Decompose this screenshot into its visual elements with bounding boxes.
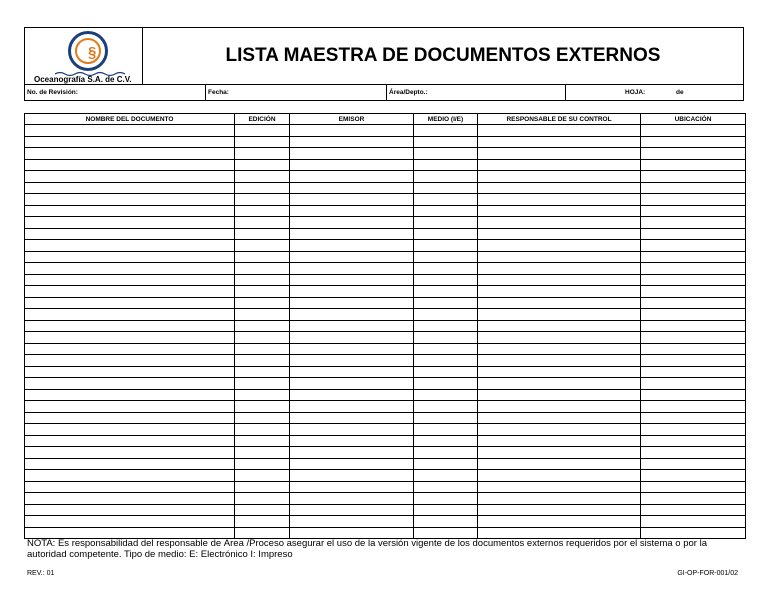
table-cell[interactable] — [290, 148, 414, 160]
table-row — [25, 263, 746, 275]
table-row — [25, 412, 746, 424]
table-cell[interactable] — [25, 309, 235, 321]
table-cell[interactable] — [641, 447, 746, 459]
table-cell[interactable] — [290, 274, 414, 286]
table-cell[interactable] — [414, 343, 478, 355]
form-header — [24, 27, 744, 101]
table-cell[interactable] — [414, 171, 478, 183]
table-cell[interactable] — [235, 504, 290, 516]
table-cell[interactable] — [235, 447, 290, 459]
table-cell[interactable] — [641, 389, 746, 401]
table-row — [25, 504, 746, 516]
table-cell[interactable] — [478, 355, 641, 367]
table-cell[interactable] — [414, 332, 478, 344]
info-row — [24, 84, 744, 101]
table-body — [25, 125, 746, 539]
table-cell[interactable] — [25, 217, 235, 229]
table-cell[interactable] — [478, 424, 641, 436]
table-cell[interactable] — [414, 366, 478, 378]
table-cell[interactable] — [641, 171, 746, 183]
table-cell[interactable] — [25, 470, 235, 482]
table-row — [25, 355, 746, 367]
table-row — [25, 447, 746, 459]
table-cell[interactable] — [290, 343, 414, 355]
table-cell[interactable] — [478, 286, 641, 298]
table-cell[interactable] — [290, 355, 414, 367]
table-cell[interactable] — [414, 159, 478, 171]
table-cell[interactable] — [290, 401, 414, 413]
table-cell[interactable] — [25, 493, 235, 505]
table-cell[interactable] — [478, 251, 641, 263]
table-row — [25, 125, 746, 137]
table-cell[interactable] — [290, 458, 414, 470]
table-cell[interactable] — [414, 125, 478, 137]
table-cell[interactable] — [25, 389, 235, 401]
table-cell[interactable] — [641, 217, 746, 229]
table-row — [25, 516, 746, 528]
table-cell[interactable] — [478, 228, 641, 240]
table-cell[interactable] — [235, 286, 290, 298]
table-cell[interactable] — [25, 263, 235, 275]
col-responsable: RESPONSABLE DE SU CONTROL — [478, 114, 641, 125]
area-label: Área/Depto.: — [389, 89, 428, 96]
table-cell[interactable] — [478, 481, 641, 493]
table-cell[interactable] — [235, 148, 290, 160]
fecha-field[interactable] — [205, 85, 386, 100]
table-cell[interactable] — [235, 355, 290, 367]
table-cell[interactable] — [641, 527, 746, 539]
table-row — [25, 424, 746, 436]
table-cell[interactable] — [641, 148, 746, 160]
table-cell[interactable] — [641, 228, 746, 240]
table-cell[interactable] — [290, 481, 414, 493]
table-cell[interactable] — [290, 389, 414, 401]
table-cell[interactable] — [235, 309, 290, 321]
table-row — [25, 217, 746, 229]
table-row — [25, 527, 746, 539]
table-cell[interactable] — [235, 159, 290, 171]
table-cell[interactable] — [478, 194, 641, 206]
col-ubicacion: UBICACIÓN — [641, 114, 746, 125]
table-row — [25, 320, 746, 332]
table-cell[interactable] — [25, 504, 235, 516]
table-cell[interactable] — [641, 366, 746, 378]
table-cell[interactable] — [414, 240, 478, 252]
table-cell[interactable] — [641, 412, 746, 424]
table-cell[interactable] — [25, 194, 235, 206]
table-cell[interactable] — [478, 297, 641, 309]
table-row — [25, 470, 746, 482]
table-cell[interactable] — [478, 332, 641, 344]
hoja-label: HOJA: — [625, 89, 646, 96]
table-cell[interactable] — [478, 378, 641, 390]
table-row — [25, 343, 746, 355]
table-cell[interactable] — [478, 504, 641, 516]
table-cell[interactable] — [290, 516, 414, 528]
table-cell[interactable] — [414, 504, 478, 516]
table-row — [25, 159, 746, 171]
table-cell[interactable] — [290, 332, 414, 344]
table-cell[interactable] — [25, 182, 235, 194]
table-cell[interactable] — [290, 504, 414, 516]
table-cell[interactable] — [478, 125, 641, 137]
table-cell[interactable] — [414, 251, 478, 263]
table-cell[interactable] — [235, 171, 290, 183]
title-row — [24, 27, 744, 85]
revision-label: No. de Revisión: — [27, 89, 78, 96]
table-cell[interactable] — [414, 470, 478, 482]
table-cell[interactable] — [235, 125, 290, 137]
table-cell[interactable] — [641, 343, 746, 355]
table-cell[interactable] — [641, 424, 746, 436]
col-nombre: NOMBRE DEL DOCUMENTO — [25, 114, 235, 125]
table-row — [25, 389, 746, 401]
table-cell[interactable] — [641, 136, 746, 148]
table-cell[interactable] — [478, 343, 641, 355]
table-cell[interactable] — [478, 458, 641, 470]
table-cell[interactable] — [235, 435, 290, 447]
table-cell[interactable] — [25, 297, 235, 309]
table-cell[interactable] — [478, 516, 641, 528]
table-cell[interactable] — [25, 458, 235, 470]
fecha-label: Fecha: — [208, 89, 229, 96]
table-cell[interactable] — [478, 148, 641, 160]
table-cell[interactable] — [641, 470, 746, 482]
table-row — [25, 435, 746, 447]
table-cell[interactable] — [641, 401, 746, 413]
table-cell[interactable] — [478, 389, 641, 401]
table-cell[interactable] — [25, 159, 235, 171]
table-row — [25, 182, 746, 194]
table-cell[interactable] — [641, 378, 746, 390]
table-row — [25, 401, 746, 413]
table-cell[interactable] — [25, 412, 235, 424]
table-cell[interactable] — [235, 240, 290, 252]
table-cell[interactable] — [414, 148, 478, 160]
table-cell[interactable] — [414, 286, 478, 298]
table-cell[interactable] — [641, 481, 746, 493]
table-cell[interactable] — [478, 263, 641, 275]
table-cell[interactable] — [290, 366, 414, 378]
table-cell[interactable] — [414, 228, 478, 240]
table-cell[interactable] — [641, 263, 746, 275]
table-cell[interactable] — [290, 159, 414, 171]
table-row — [25, 228, 746, 240]
table-row — [25, 136, 746, 148]
table-cell[interactable] — [414, 424, 478, 436]
table-cell[interactable] — [478, 447, 641, 459]
table-cell[interactable] — [235, 194, 290, 206]
table-cell[interactable] — [414, 447, 478, 459]
table-cell[interactable] — [641, 435, 746, 447]
table-cell[interactable] — [235, 493, 290, 505]
table-cell[interactable] — [25, 251, 235, 263]
table-cell[interactable] — [414, 378, 478, 390]
de-label: de — [676, 89, 684, 96]
table-cell[interactable] — [25, 205, 235, 217]
table-cell[interactable] — [641, 309, 746, 321]
company-logo — [68, 31, 108, 71]
table-row — [25, 481, 746, 493]
table-cell[interactable] — [414, 136, 478, 148]
table-row — [25, 251, 746, 263]
table-cell[interactable] — [414, 182, 478, 194]
revision-field[interactable] — [25, 85, 205, 100]
table-cell[interactable] — [641, 286, 746, 298]
table-cell[interactable] — [235, 389, 290, 401]
table-cell[interactable] — [414, 527, 478, 539]
table-cell[interactable] — [235, 366, 290, 378]
area-field[interactable] — [386, 85, 565, 100]
table-cell[interactable] — [414, 297, 478, 309]
table-row — [25, 493, 746, 505]
table-cell[interactable] — [25, 240, 235, 252]
table-row — [25, 205, 746, 217]
hoja-field[interactable] — [565, 85, 743, 100]
table-cell[interactable] — [641, 205, 746, 217]
table-cell[interactable] — [25, 378, 235, 390]
table-row — [25, 148, 746, 160]
table-cell[interactable] — [235, 378, 290, 390]
table-cell[interactable] — [414, 274, 478, 286]
table-row — [25, 194, 746, 206]
table-cell[interactable] — [641, 159, 746, 171]
table-cell[interactable] — [414, 435, 478, 447]
table-cell[interactable] — [25, 343, 235, 355]
table-cell[interactable] — [414, 263, 478, 275]
table-cell[interactable] — [235, 274, 290, 286]
document-code: GI-OP-FOR-001/02 — [677, 570, 738, 577]
table-cell[interactable] — [25, 332, 235, 344]
table-cell[interactable] — [25, 125, 235, 137]
table-cell[interactable] — [235, 332, 290, 344]
table-cell[interactable] — [25, 527, 235, 539]
table-cell[interactable] — [235, 401, 290, 413]
table-row — [25, 274, 746, 286]
table-cell[interactable] — [478, 401, 641, 413]
table-cell[interactable] — [235, 412, 290, 424]
table-cell[interactable] — [478, 527, 641, 539]
table-cell[interactable] — [235, 481, 290, 493]
table-cell[interactable] — [478, 205, 641, 217]
table-cell[interactable] — [25, 355, 235, 367]
table-cell[interactable] — [641, 182, 746, 194]
table-row — [25, 366, 746, 378]
table-cell[interactable] — [25, 435, 235, 447]
page-title: LISTA MAESTRA DE DOCUMENTOS EXTERNOS — [225, 45, 661, 66]
table-cell[interactable] — [414, 355, 478, 367]
table-cell[interactable] — [235, 527, 290, 539]
table-header-row — [25, 114, 746, 125]
table-cell[interactable] — [414, 412, 478, 424]
table-cell[interactable] — [235, 320, 290, 332]
table-cell[interactable] — [235, 182, 290, 194]
table-cell[interactable] — [290, 424, 414, 436]
table-cell[interactable] — [641, 332, 746, 344]
table-cell[interactable] — [235, 228, 290, 240]
table-cell[interactable] — [290, 527, 414, 539]
revision-code: REV.: 01 — [27, 570, 55, 577]
table-cell[interactable] — [235, 458, 290, 470]
table-row — [25, 332, 746, 344]
table-cell[interactable] — [25, 171, 235, 183]
col-edicion: EDICIÓN — [235, 114, 290, 125]
table-cell[interactable] — [25, 136, 235, 148]
table-cell[interactable] — [235, 217, 290, 229]
table-cell[interactable] — [414, 401, 478, 413]
table-cell[interactable] — [290, 412, 414, 424]
table-cell[interactable] — [478, 309, 641, 321]
table-cell[interactable] — [290, 125, 414, 137]
table-row — [25, 171, 746, 183]
table-cell[interactable] — [478, 171, 641, 183]
table-row — [25, 297, 746, 309]
table-cell[interactable] — [235, 343, 290, 355]
table-cell[interactable] — [478, 435, 641, 447]
table-cell[interactable] — [290, 263, 414, 275]
table-cell[interactable] — [290, 286, 414, 298]
table-cell[interactable] — [414, 481, 478, 493]
table-cell[interactable] — [641, 320, 746, 332]
table-cell[interactable] — [478, 493, 641, 505]
table-cell[interactable] — [235, 424, 290, 436]
table-cell[interactable] — [290, 194, 414, 206]
table-cell[interactable] — [290, 205, 414, 217]
table-cell[interactable] — [25, 401, 235, 413]
table-cell[interactable] — [235, 205, 290, 217]
table-cell[interactable] — [478, 240, 641, 252]
table-cell[interactable] — [25, 481, 235, 493]
table-cell[interactable] — [290, 182, 414, 194]
table-cell[interactable] — [414, 458, 478, 470]
table-row — [25, 458, 746, 470]
table-cell[interactable] — [290, 470, 414, 482]
table-cell[interactable] — [641, 297, 746, 309]
table-cell[interactable] — [25, 516, 235, 528]
table-cell[interactable] — [25, 286, 235, 298]
table-cell[interactable] — [478, 136, 641, 148]
table-cell[interactable] — [478, 320, 641, 332]
logo-cell — [25, 28, 143, 84]
table-cell[interactable] — [290, 217, 414, 229]
table-cell[interactable] — [25, 447, 235, 459]
table-cell[interactable] — [641, 194, 746, 206]
table-cell[interactable] — [414, 309, 478, 321]
table-cell[interactable] — [414, 205, 478, 217]
table-cell[interactable] — [478, 274, 641, 286]
table-cell[interactable] — [478, 470, 641, 482]
table-cell[interactable] — [25, 320, 235, 332]
table-cell[interactable] — [641, 493, 746, 505]
table-cell[interactable] — [641, 516, 746, 528]
table-cell[interactable] — [290, 297, 414, 309]
col-emisor: EMISOR — [290, 114, 414, 125]
table-cell[interactable] — [290, 378, 414, 390]
table-row — [25, 240, 746, 252]
table-cell[interactable] — [414, 320, 478, 332]
table-cell[interactable] — [478, 217, 641, 229]
table-cell[interactable] — [235, 251, 290, 263]
table-cell[interactable] — [414, 389, 478, 401]
table-cell[interactable] — [235, 297, 290, 309]
table-cell[interactable] — [290, 493, 414, 505]
col-medio: MEDIO (I/E) — [414, 114, 478, 125]
table-cell[interactable] — [290, 240, 414, 252]
table-cell[interactable] — [235, 516, 290, 528]
table-cell[interactable] — [641, 274, 746, 286]
table-cell[interactable] — [235, 470, 290, 482]
table-cell[interactable] — [235, 263, 290, 275]
table-cell[interactable] — [641, 240, 746, 252]
table-cell[interactable] — [290, 228, 414, 240]
table-cell[interactable] — [290, 136, 414, 148]
table-cell[interactable] — [478, 412, 641, 424]
table-cell[interactable] — [290, 251, 414, 263]
company-name: Oceanografía S.A. de C.V. — [34, 75, 132, 84]
table-row — [25, 309, 746, 321]
footer-note: NOTA: Es responsabilidad del responsable de Área /Proceso asegurar el uso de la versión vigente de los documentos externos requeridos por el sistema o por la autoridad competente. Tipo de medio: E: Electrónico I: Impreso — [27, 538, 707, 560]
documents-table — [24, 113, 746, 539]
table-cell[interactable] — [290, 309, 414, 321]
seahorse-icon: § — [88, 44, 97, 61]
table-row — [25, 286, 746, 298]
table-row — [25, 378, 746, 390]
table-cell[interactable] — [414, 194, 478, 206]
table-cell[interactable] — [641, 125, 746, 137]
table-cell[interactable] — [478, 366, 641, 378]
table-cell[interactable] — [414, 493, 478, 505]
table-cell[interactable] — [25, 228, 235, 240]
table-cell[interactable] — [641, 355, 746, 367]
table-cell[interactable] — [414, 516, 478, 528]
table-cell[interactable] — [235, 136, 290, 148]
table-cell[interactable] — [290, 447, 414, 459]
table-cell[interactable] — [290, 320, 414, 332]
table-cell[interactable] — [641, 251, 746, 263]
table-cell[interactable] — [25, 424, 235, 436]
table-cell[interactable] — [25, 366, 235, 378]
table-cell[interactable] — [290, 435, 414, 447]
table-cell[interactable] — [478, 182, 641, 194]
table-cell[interactable] — [25, 148, 235, 160]
table-cell[interactable] — [641, 504, 746, 516]
table-cell[interactable] — [290, 171, 414, 183]
table-cell[interactable] — [25, 274, 235, 286]
table-cell[interactable] — [478, 159, 641, 171]
table-cell[interactable] — [414, 217, 478, 229]
table-cell[interactable] — [641, 458, 746, 470]
